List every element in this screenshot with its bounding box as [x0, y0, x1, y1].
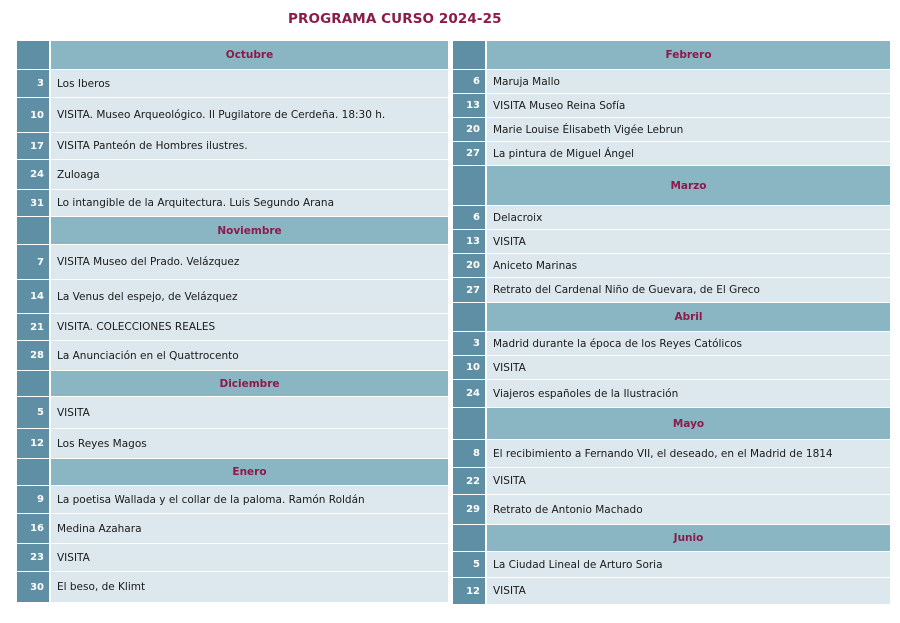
schedule-row: [17, 429, 448, 459]
schedule-left-column: [17, 41, 448, 603]
day-number: 20: [453, 254, 487, 277]
schedule-row: [17, 314, 448, 341]
month-label: Noviembre: [51, 217, 448, 244]
day-number: 24: [453, 380, 487, 407]
schedule-row: [17, 133, 448, 160]
day-number: 13: [453, 230, 487, 253]
day-number: 3: [17, 70, 51, 97]
session-title: VISITA. COLECCIONES REALES: [51, 314, 448, 340]
session-title: Marie Louise Élisabeth Vigée Lebrun: [487, 118, 890, 141]
schedule-row: [453, 495, 890, 525]
day-number: 23: [17, 544, 51, 571]
session-title: VISITA: [51, 397, 448, 428]
schedule-row: [17, 98, 448, 133]
session-title: Los Reyes Magos: [51, 429, 448, 458]
session-title: La Ciudad Lineal de Arturo Soria: [487, 552, 890, 577]
month-label: Mayo: [487, 408, 890, 439]
session-title: VISITA: [487, 578, 890, 604]
month-header-row: [453, 303, 890, 332]
day-number: 9: [17, 486, 51, 513]
schedule-row: [453, 332, 890, 356]
schedule-row: [17, 514, 448, 544]
schedule-row: [453, 278, 890, 303]
month-label: Abril: [487, 303, 890, 331]
day-number: 30: [17, 572, 51, 602]
session-title: VISITA Museo Reina Sofía: [487, 94, 890, 117]
month-header-row: [453, 408, 890, 440]
session-title: Retrato del Cardenal Niño de Guevara, de El Greco: [487, 278, 890, 302]
day-number: 6: [453, 70, 487, 93]
session-title: La Anunciación en el Quattrocento: [51, 341, 448, 370]
month-label: Diciembre: [51, 371, 448, 396]
session-title: Medina Azahara: [51, 514, 448, 543]
session-title: VISITA: [487, 468, 890, 494]
schedule-row: [453, 468, 890, 495]
day-number: 10: [453, 356, 487, 379]
day-number: 20: [453, 118, 487, 141]
schedule-row: [453, 70, 890, 94]
day-number: 12: [453, 578, 487, 604]
session-title: Los Iberos: [51, 70, 448, 97]
day-number: [453, 41, 487, 69]
schedule-row: [453, 94, 890, 118]
schedule-row: [453, 142, 890, 166]
day-number: [17, 41, 51, 69]
session-title: El beso, de Klimt: [51, 572, 448, 602]
month-label: Febrero: [487, 41, 890, 69]
day-number: 5: [453, 552, 487, 577]
schedule-row: [453, 254, 890, 278]
schedule-row: [17, 486, 448, 514]
schedule-row: [453, 552, 890, 578]
day-number: 22: [453, 468, 487, 494]
day-number: 21: [17, 314, 51, 340]
day-number: [453, 525, 487, 551]
page-title: PROGRAMA CURSO 2024-25: [288, 11, 502, 27]
month-label: Junio: [487, 525, 890, 551]
month-header-row: [17, 459, 448, 486]
day-number: [453, 166, 487, 205]
day-number: 3: [453, 332, 487, 355]
schedule-row: [453, 380, 890, 408]
day-number: 31: [17, 190, 51, 216]
day-number: 10: [17, 98, 51, 132]
day-number: 16: [17, 514, 51, 543]
day-number: [453, 303, 487, 331]
session-title: VISITA: [51, 544, 448, 571]
day-number: [17, 371, 51, 396]
schedule-row: [453, 206, 890, 230]
month-header-row: [17, 41, 448, 70]
month-header-row: [453, 525, 890, 552]
schedule-row: [17, 572, 448, 603]
schedule-row: [17, 341, 448, 371]
schedule-row: [17, 70, 448, 98]
session-title: Madrid durante la época de los Reyes Católicos: [487, 332, 890, 355]
schedule-row: [17, 160, 448, 190]
day-number: 29: [453, 495, 487, 524]
month-header-row: [17, 217, 448, 245]
day-number: 27: [453, 142, 487, 165]
session-title: Zuloaga: [51, 160, 448, 189]
session-title: Delacroix: [487, 206, 890, 229]
schedule-row: [17, 280, 448, 314]
session-title: VISITA Panteón de Hombres ilustres.: [51, 133, 448, 159]
schedule-row: [17, 397, 448, 429]
session-title: VISITA: [487, 230, 890, 253]
schedule-row: [453, 578, 890, 605]
day-number: [453, 408, 487, 439]
day-number: 17: [17, 133, 51, 159]
session-title: VISITA Museo del Prado. Velázquez: [51, 245, 448, 279]
session-title: Viajeros españoles de la Ilustración: [487, 380, 890, 407]
session-title: La pintura de Miguel Ángel: [487, 142, 890, 165]
session-title: Maruja Mallo: [487, 70, 890, 93]
session-title: La Venus del espejo, de Velázquez: [51, 280, 448, 313]
session-title: El recibimiento a Fernando VII, el deseado, en el Madrid de 1814: [487, 440, 890, 467]
day-number: 28: [17, 341, 51, 370]
schedule-row: [453, 356, 890, 380]
schedule-row: [453, 118, 890, 142]
day-number: 27: [453, 278, 487, 302]
day-number: 7: [17, 245, 51, 279]
month-label: Enero: [51, 459, 448, 485]
session-title: La poetisa Wallada y el collar de la paloma. Ramón Roldán: [51, 486, 448, 513]
day-number: 8: [453, 440, 487, 467]
session-title: VISITA: [487, 356, 890, 379]
day-number: 24: [17, 160, 51, 189]
day-number: 14: [17, 280, 51, 313]
schedule-row: [17, 245, 448, 280]
month-header-row: [453, 41, 890, 70]
day-number: [17, 217, 51, 244]
month-label: Marzo: [487, 166, 890, 205]
schedule-row: [453, 440, 890, 468]
month-header-row: [17, 371, 448, 397]
day-number: 13: [453, 94, 487, 117]
session-title: Lo intangible de la Arquitectura. Luis Segundo Arana: [51, 190, 448, 216]
month-label: Octubre: [51, 41, 448, 69]
day-number: 5: [17, 397, 51, 428]
session-title: Aniceto Marinas: [487, 254, 890, 277]
session-title: VISITA. Museo Arqueológico. Il Pugilatore de Cerdeña. 18:30 h.: [51, 98, 448, 132]
day-number: [17, 459, 51, 485]
schedule-row: [17, 544, 448, 572]
month-header-row: [453, 166, 890, 206]
schedule-row: [17, 190, 448, 217]
schedule-right-column: [453, 41, 890, 605]
schedule-row: [453, 230, 890, 254]
day-number: 6: [453, 206, 487, 229]
session-title: Retrato de Antonio Machado: [487, 495, 890, 524]
day-number: 12: [17, 429, 51, 458]
